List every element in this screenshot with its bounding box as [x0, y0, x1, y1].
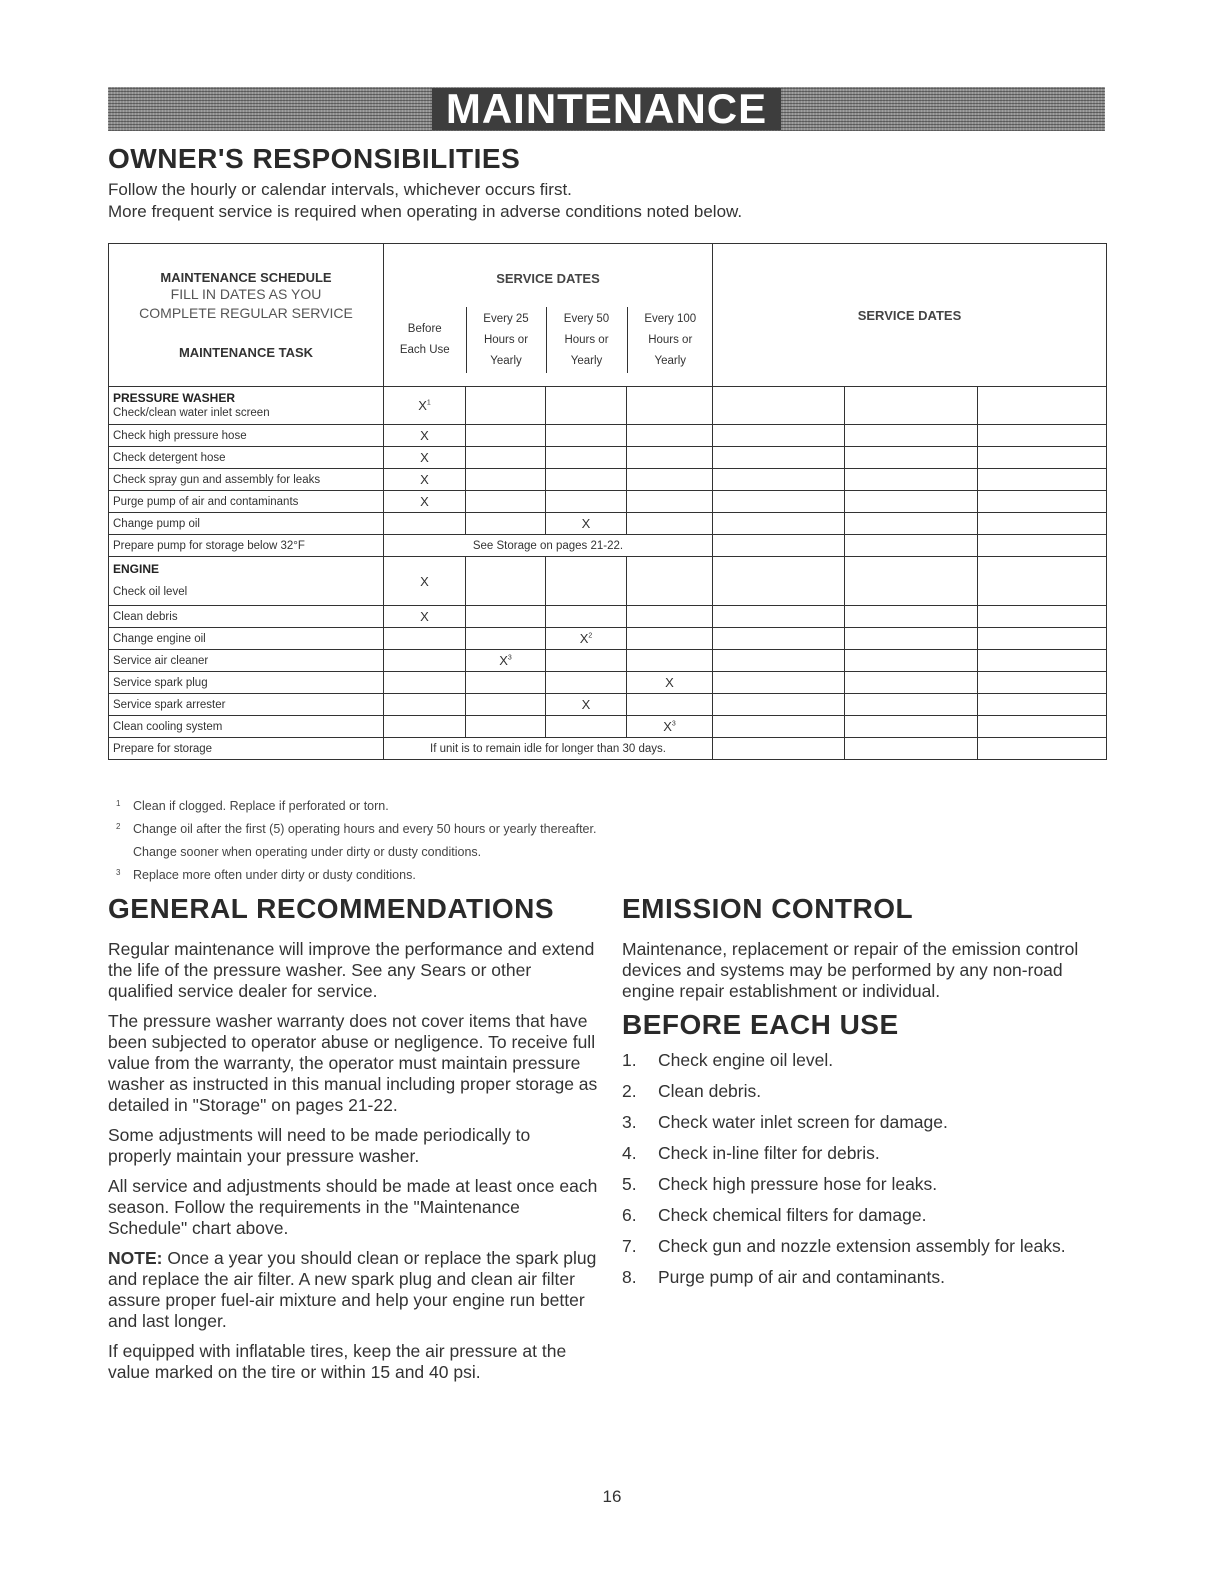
- col-before-line-1: Before: [407, 323, 442, 335]
- list-text: Clean debris.: [658, 1081, 762, 1101]
- fill-line-2: COMPLETE REGULAR SERVICE: [139, 305, 353, 321]
- cell-every-100: [627, 513, 713, 535]
- footnote-1: [116, 795, 596, 818]
- col-every-50: [546, 307, 627, 373]
- list-item: [622, 1081, 1112, 1102]
- list-text: Purge pump of air and contaminants.: [658, 1267, 945, 1287]
- task-cell: [109, 387, 384, 425]
- date-cell[interactable]: [713, 606, 845, 628]
- cell-before: [384, 513, 466, 535]
- cell-every-25: [466, 513, 546, 535]
- cell-before: [384, 650, 466, 672]
- date-cell[interactable]: [978, 628, 1107, 650]
- task-label: Service air cleaner: [109, 650, 384, 672]
- date-cell[interactable]: [713, 694, 845, 716]
- cell-every-25: [466, 447, 546, 469]
- footnote-mark: 3: [116, 868, 121, 877]
- list-number: 3.: [622, 1112, 637, 1132]
- footnote-mark: 1: [116, 799, 121, 808]
- before-use-list: [622, 1050, 1112, 1298]
- date-cell[interactable]: [845, 425, 978, 447]
- cell-every-25: [466, 606, 546, 628]
- intro-line-2: More frequent service is required when operating in adverse conditions noted below.: [108, 202, 743, 221]
- footnote-ref: 2: [588, 632, 593, 640]
- date-cell[interactable]: [978, 425, 1107, 447]
- task-label: Check oil level: [113, 586, 188, 598]
- cell-every-100: [627, 469, 713, 491]
- cell-before: [384, 387, 466, 425]
- task-label: Change pump oil: [109, 513, 384, 535]
- cell-every-100: [627, 447, 713, 469]
- date-cell[interactable]: [978, 606, 1107, 628]
- list-item: [622, 1267, 1112, 1288]
- cell-every-100: [627, 606, 713, 628]
- cell-every-25: [466, 387, 546, 425]
- date-cell[interactable]: [845, 694, 978, 716]
- table-row: [109, 491, 1107, 513]
- footnote-ref: 1: [426, 399, 431, 407]
- date-cell[interactable]: [978, 387, 1107, 425]
- list-number: 5.: [622, 1174, 637, 1194]
- list-number: 1.: [622, 1050, 637, 1070]
- date-cell[interactable]: [845, 469, 978, 491]
- cell-every-25: [466, 425, 546, 447]
- date-cell[interactable]: [845, 491, 978, 513]
- owners-heading: OWNER'S RESPONSIBILITIES: [108, 143, 521, 174]
- cell-every-25: [466, 694, 546, 716]
- table-row: [109, 672, 1107, 694]
- idle-note: If unit is to remain idle for longer than 30 days.: [384, 738, 713, 760]
- date-cell[interactable]: [978, 557, 1107, 606]
- page-banner: [108, 87, 1105, 131]
- general-p3: Some adjustments will need to be made periodically to properly maintain your pressure washer.: [108, 1125, 531, 1166]
- interval-service-dates: SERVICE DATES: [496, 271, 600, 286]
- date-cell[interactable]: [713, 469, 845, 491]
- footnote-text: Clean if clogged. Replace if perforated or torn.: [133, 799, 389, 813]
- owners-intro: [108, 179, 742, 223]
- list-item: [622, 1143, 1112, 1164]
- cell-every-25: [466, 491, 546, 513]
- list-number: 2.: [622, 1081, 637, 1101]
- col-50-line-1: Every 50: [563, 312, 610, 325]
- date-cell[interactable]: [978, 738, 1107, 760]
- footnote-2-cont: [116, 841, 596, 864]
- cell-before: [384, 672, 466, 694]
- cell-every-25: [466, 672, 546, 694]
- task-label: Clean debris: [109, 606, 384, 628]
- date-cell[interactable]: [845, 650, 978, 672]
- date-cell[interactable]: [713, 716, 845, 738]
- table-row: [109, 606, 1107, 628]
- mark-x: X: [499, 653, 508, 668]
- cell-before: [384, 628, 466, 650]
- date-cell[interactable]: [845, 387, 978, 425]
- list-number: 6.: [622, 1205, 637, 1225]
- cell-every-25: [466, 628, 546, 650]
- note-label: NOTE:: [108, 1248, 163, 1268]
- col-50-line-2: Hours or: [564, 333, 609, 346]
- date-cell[interactable]: [713, 650, 845, 672]
- cell-every-25: [466, 469, 546, 491]
- date-cell[interactable]: [845, 716, 978, 738]
- mark-x: X: [546, 513, 627, 535]
- table-row: [109, 447, 1107, 469]
- task-label: Check high pressure hose: [109, 425, 384, 447]
- list-item: [622, 1112, 1112, 1133]
- table-row: [109, 738, 1107, 760]
- col-100-line-1: Every 100: [644, 312, 697, 325]
- note-text: Once a year you should clean or replace the spark plug and replace the air filter. A new spark plug and clean air filter assure proper fuel-air mixture and help your engine run better and last longer.: [108, 1248, 597, 1331]
- mark-x: X: [546, 694, 627, 716]
- general-p4: All service and adjustments should be made at least once each season. Follow the requirements in the "Maintenance Schedule" chart above.: [108, 1176, 598, 1238]
- emission-p1: Maintenance, replacement or repair of the emission control devices and systems may be performed by any non-road engine repair establishment or individual.: [622, 939, 1079, 1001]
- cell-every-50: [546, 425, 627, 447]
- date-cell[interactable]: [713, 447, 845, 469]
- cell-every-25: [466, 716, 546, 738]
- cell-before: [384, 716, 466, 738]
- cell-every-100: [627, 716, 713, 738]
- list-text: Check chemical filters for damage.: [658, 1205, 927, 1225]
- date-cell[interactable]: [978, 672, 1107, 694]
- list-number: 8.: [622, 1267, 637, 1287]
- date-cell[interactable]: [978, 469, 1107, 491]
- right-service-dates: SERVICE DATES: [857, 307, 962, 323]
- col-every-25: [466, 307, 546, 373]
- cell-every-50: [546, 716, 627, 738]
- page-number: 16: [602, 1487, 622, 1506]
- intro-line-1: Follow the hourly or calendar intervals, whichever occurs first.: [108, 180, 572, 199]
- storage-note: See Storage on pages 21-22.: [384, 535, 713, 557]
- date-cell[interactable]: [845, 535, 978, 557]
- list-text: Check water inlet screen for damage.: [658, 1112, 948, 1132]
- mark-x: X: [384, 557, 466, 606]
- mark-x: X: [384, 491, 466, 513]
- table-row: [109, 469, 1107, 491]
- cell-every-50: [546, 672, 627, 694]
- list-text: Check gun and nozzle extension assembly for leaks.: [658, 1236, 1066, 1256]
- table-row: [109, 650, 1107, 672]
- date-cell[interactable]: [978, 447, 1107, 469]
- mark-x: X: [384, 606, 466, 628]
- footnote-3: [116, 864, 596, 887]
- footnote-text: Replace more often under dirty or dusty conditions.: [133, 868, 416, 882]
- cell-every-50: [546, 650, 627, 672]
- col-before-each-use: [384, 307, 466, 373]
- mark-x: X: [384, 425, 466, 447]
- date-cell[interactable]: [713, 628, 845, 650]
- date-cell[interactable]: [845, 447, 978, 469]
- col-100-line-2: Hours or: [648, 333, 693, 346]
- list-number: 4.: [622, 1143, 637, 1163]
- date-cell[interactable]: [978, 513, 1107, 535]
- footnote-text: Change sooner when operating under dirty or dusty conditions.: [133, 845, 482, 859]
- mark-x: X: [384, 447, 466, 469]
- schedule-title: MAINTENANCE SCHEDULE: [160, 270, 332, 285]
- cell-every-100: [627, 650, 713, 672]
- footnote-ref: 3: [671, 720, 676, 728]
- date-cell[interactable]: [978, 535, 1107, 557]
- cell-every-100: [627, 628, 713, 650]
- date-cell[interactable]: [713, 513, 845, 535]
- mark-x: X: [627, 672, 713, 694]
- task-label: Clean cooling system: [109, 716, 384, 738]
- list-item: [622, 1174, 1112, 1195]
- cell-every-50: [546, 447, 627, 469]
- task-label: Check/clean water inlet screen: [113, 406, 270, 419]
- footnotes: [116, 795, 596, 887]
- banner-title: MAINTENANCE: [432, 88, 781, 130]
- general-heading: GENERAL RECOMMENDATIONS: [108, 893, 555, 924]
- task-column-label: MAINTENANCE TASK: [178, 345, 314, 360]
- cell-every-100: [627, 694, 713, 716]
- table-row: [109, 628, 1107, 650]
- date-cell[interactable]: [713, 535, 845, 557]
- date-cell[interactable]: [845, 557, 978, 606]
- general-p6: If equipped with inflatable tires, keep the air pressure at the value marked on the tire or within 15 and 40 psi.: [108, 1341, 567, 1382]
- col-every-100: [627, 307, 713, 373]
- maintenance-schedule-table: [108, 243, 1106, 778]
- general-p2: The pressure washer warranty does not cover items that have been subjected to operator abuse or negligence. To receive full value from the warranty, the operator must maintain pressure washer as instructed in this manual including proper storage as detailed in "Storage" on pages 21-22.: [108, 1011, 598, 1115]
- section-engine: ENGINE: [113, 562, 160, 576]
- date-cell[interactable]: [978, 650, 1107, 672]
- cell-every-100: [627, 491, 713, 513]
- date-cell[interactable]: [845, 606, 978, 628]
- cell-every-50: [546, 628, 627, 650]
- table-row: [109, 716, 1107, 738]
- date-cell[interactable]: [845, 738, 978, 760]
- date-cell[interactable]: [978, 694, 1107, 716]
- task-label: Prepare pump for storage below 32°F: [109, 535, 384, 557]
- col-50-line-3: Yearly: [570, 354, 603, 367]
- task-label: Check spray gun and assembly for leaks: [109, 469, 384, 491]
- cell-every-100: [627, 425, 713, 447]
- task-cell: [109, 557, 384, 606]
- fill-line-1: FILL IN DATES AS YOU: [170, 286, 322, 302]
- date-cell[interactable]: [978, 491, 1107, 513]
- col-before-line-2: Each Use: [399, 344, 450, 356]
- cell-every-50: [546, 557, 627, 606]
- table-row: [109, 535, 1107, 557]
- date-cell[interactable]: [713, 491, 845, 513]
- task-label: Prepare for storage: [109, 738, 384, 760]
- cell-every-100: [627, 557, 713, 606]
- table-row: [109, 425, 1107, 447]
- right-service-dates-header: [713, 244, 1107, 387]
- date-cell[interactable]: [713, 387, 845, 425]
- table-row: [109, 694, 1107, 716]
- footnote-mark: 2: [116, 822, 121, 831]
- general-recommendations: [108, 939, 598, 1392]
- list-item: [622, 1236, 1112, 1257]
- table-row: [109, 513, 1107, 535]
- task-label: Change engine oil: [109, 628, 384, 650]
- task-label: Purge pump of air and contaminants: [109, 491, 384, 513]
- general-p5: [108, 1248, 598, 1332]
- task-label: Service spark arrester: [109, 694, 384, 716]
- footnote-text: Change oil after the first (5) operating hours and every 50 hours or yearly thereafter.: [133, 822, 597, 836]
- task-label: Check detergent hose: [109, 447, 384, 469]
- cell-every-50: [546, 387, 627, 425]
- date-cell[interactable]: [978, 716, 1107, 738]
- cell-every-100: [627, 387, 713, 425]
- list-text: Check high pressure hose for leaks.: [658, 1174, 938, 1194]
- col-25-line-1: Every 25: [483, 312, 529, 325]
- date-cell[interactable]: [845, 513, 978, 535]
- step-list: [622, 1050, 1112, 1288]
- before-use-heading: BEFORE EACH USE: [622, 1009, 899, 1040]
- cell-every-25: [466, 557, 546, 606]
- emission-heading: EMISSION CONTROL: [622, 893, 914, 924]
- general-p1: Regular maintenance will improve the performance and extend the life of the pressure washer. See any Sears or other qualified service dealer for service.: [108, 939, 595, 1001]
- cell-before: [384, 694, 466, 716]
- task-label: Service spark plug: [109, 672, 384, 694]
- cell-every-50: [546, 469, 627, 491]
- cell-every-50: [546, 606, 627, 628]
- interval-header: [384, 244, 713, 387]
- footnote-ref: 3: [507, 654, 512, 662]
- footnote-2: [116, 818, 596, 841]
- list-number: 7.: [622, 1236, 637, 1256]
- col-100-line-3: Yearly: [654, 354, 687, 367]
- section-pressure-washer: PRESSURE WASHER: [113, 390, 236, 405]
- emission-control: [622, 939, 1112, 1002]
- list-item: [622, 1050, 1112, 1071]
- date-cell[interactable]: [713, 672, 845, 694]
- table-row: [109, 387, 1107, 425]
- table-row: [109, 557, 1107, 606]
- list-text: Check in-line filter for debris.: [658, 1143, 880, 1163]
- date-cell[interactable]: [845, 672, 978, 694]
- mark-x: X: [384, 469, 466, 491]
- mark-x: X: [579, 631, 589, 646]
- list-text: Check engine oil level.: [658, 1050, 834, 1070]
- col-25-line-3: Yearly: [490, 354, 522, 367]
- date-cell[interactable]: [713, 425, 845, 447]
- date-cell[interactable]: [713, 557, 845, 606]
- schedule-header-left: [109, 244, 384, 387]
- date-cell[interactable]: [845, 628, 978, 650]
- cell-every-50: [546, 491, 627, 513]
- mark-x: X: [663, 719, 672, 734]
- col-25-line-2: Hours or: [483, 333, 529, 346]
- cell-every-25: [466, 650, 546, 672]
- mark-x: X: [418, 398, 427, 413]
- list-item: [622, 1205, 1112, 1226]
- date-cell[interactable]: [713, 738, 845, 760]
